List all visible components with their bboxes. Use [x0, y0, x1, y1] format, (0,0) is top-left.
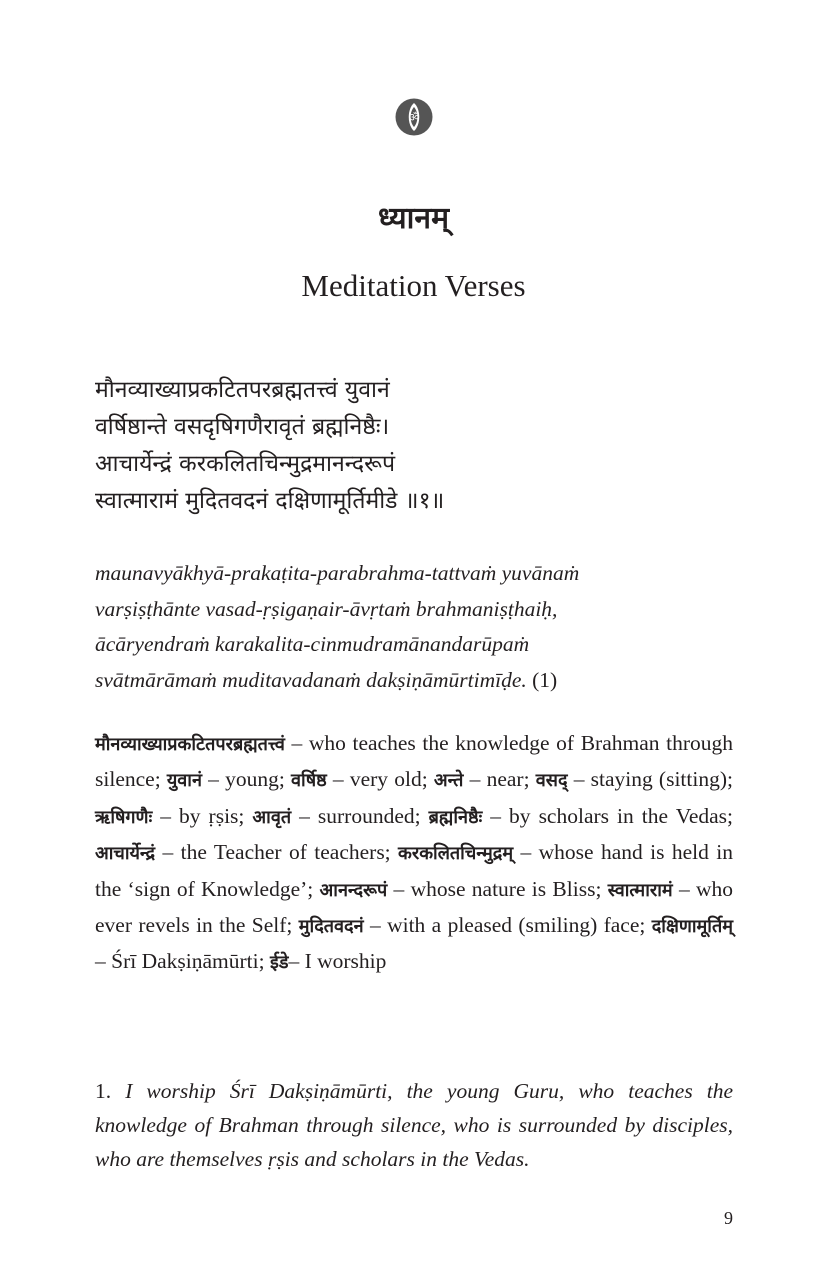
gloss-meaning: – who teaches the knowledge of Brahman through silence;	[95, 731, 733, 792]
translation-text: I worship Śrī Dakṣiṇāmūrti, the young Guru, who teaches the knowledge of Brahman through silence, who is surrounded by disciples, who are themselves ṛṣis and scholars in the Vedas.	[95, 1079, 734, 1171]
gloss-meaning: – near;	[463, 767, 536, 792]
gloss-term: ब्रह्मनिष्ठैः	[428, 806, 483, 828]
gloss-meaning: – Śrī Dakṣiṇāmūrti;	[95, 949, 270, 974]
transliteration-line	[95, 663, 735, 699]
verse-translation	[95, 1074, 733, 1176]
transliteration-text: svātmārāmaṁ muditavadanaṁ dakṣiṇāmūrtimīḍe.	[95, 667, 527, 692]
gloss-meaning: – young;	[201, 767, 292, 792]
gloss-term: आनन्दरूपं	[319, 879, 388, 901]
gloss-meaning: – I worship	[288, 949, 387, 974]
gloss-term: अन्ते	[433, 770, 464, 792]
verse-line: आचार्येन्द्रं करकलितचिन्मुद्रमानन्दरूपं	[95, 451, 396, 477]
gloss-term: मौनव्याख्याप्रकटितपरब्रह्मतत्त्वं	[95, 734, 285, 755]
gloss-term: ईडे	[269, 952, 289, 974]
gloss-meaning: – the Teacher of teachers;	[155, 840, 399, 865]
om-emblem-icon	[395, 98, 433, 136]
gloss-term: मुदितवदनं	[298, 916, 364, 938]
gloss-meaning: – whose nature is Bliss;	[387, 876, 608, 901]
gloss-term: करकलितचिन्मुद्रम्	[398, 843, 514, 865]
gloss-meaning: – by ṛṣis;	[152, 803, 253, 828]
gloss-meaning: – staying (sitting);	[567, 767, 733, 792]
gloss-meaning: – who ever revels in the Self;	[95, 876, 733, 938]
gloss-term: वसद्	[535, 770, 568, 792]
transliteration-line: ācāryendraṁ karakalita-cinmudramānandarūpaṁ	[95, 632, 530, 656]
translation-number: 1.	[95, 1079, 126, 1103]
gloss-meaning: – with a pleased (smiling) face;	[363, 913, 652, 938]
svg-text:ॐ: ॐ	[408, 111, 420, 124]
page-number: 9	[724, 1208, 733, 1228]
gloss-meaning: – whose hand is held in the ‘sign of Knowledge’;	[95, 840, 733, 901]
verse-number: (1)	[526, 667, 558, 692]
gloss-term: आचार्येन्द्रं	[95, 843, 156, 865]
verse-line: मौनव्याख्याप्रकटितपरब्रह्मतत्त्वं युवानं	[95, 377, 390, 403]
verse-line: वर्षिष्ठान्ते वसदृषिगणैरावृतं ब्रह्मनिष्ठैः।	[95, 414, 390, 440]
sanskrit-verse	[95, 372, 735, 520]
gloss-term: ऋषिगणैः	[95, 806, 153, 828]
title-english: Meditation Verses	[301, 268, 526, 303]
title-devanagari: ध्यानम्	[377, 201, 450, 236]
gloss-term: दक्षिणामूर्तिम्	[651, 916, 733, 938]
gloss-term: आवृतं	[252, 806, 292, 828]
gloss-meaning: – surrounded;	[291, 803, 429, 828]
transliteration	[95, 556, 735, 698]
transliteration-line: varṣiṣṭhānte vasad-ṛṣigaṇair-āvṛtaṁ brahmaniṣṭhaiḥ,	[95, 596, 558, 621]
gloss-meaning: – very old;	[326, 767, 434, 792]
gloss-term: वर्षिष्ठ	[291, 770, 327, 792]
gloss-term: युवानं	[166, 770, 202, 792]
verse-line: स्वात्मारामं मुदितवदनं दक्षिणामूर्तिमीडे ॥१॥	[95, 488, 445, 514]
transliteration-line: maunavyākhyā-prakaṭita-parabrahma-tattvaṁ yuvānaṁ	[95, 561, 580, 585]
gloss-term: स्वात्मारामं	[607, 879, 673, 901]
word-meanings	[95, 726, 733, 981]
gloss-meaning: – by scholars in the Vedas;	[482, 803, 734, 828]
